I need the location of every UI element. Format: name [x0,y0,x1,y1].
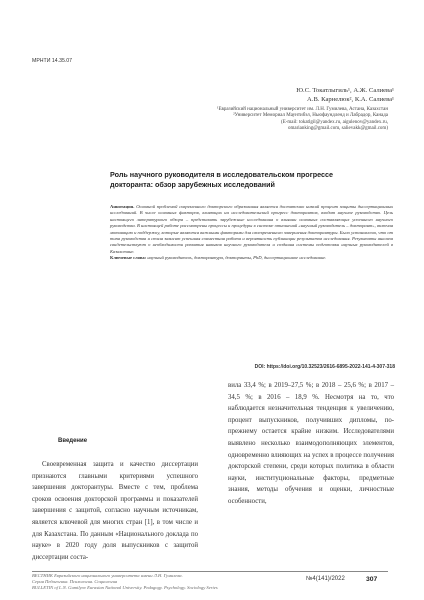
journal-line-2: Серия Педагогика. Психология. Социология [32,579,118,585]
journal-line-3: BULLETIN of L.N. Gumilyov Eurasian National University. Pedagogy. Psychology. Sociology Series [32,585,218,591]
abstract-label: Аннотация. [110,204,135,209]
author-list [134,86,394,105]
body-paragraph-left: Своевременная защита и качество диссертации признаются главными критериями успешного завершения докторантуры. Вместе с тем, проблема сроков освоения докторской программы и показателей завершения с защитой, согласно научным источникам, является ключевой для многих стран [1], в том числе и для Казахстана. По данным «Национального доклада по науке» в 2020 году доля выпускников с защитой диссертации соста- [32,461,198,561]
body-column-right [228,380,394,508]
affiliation-line-2: ²Университет Мемориал Маунтибэл, Ньюфаундленд и Лабрадор, Канада [233,113,388,119]
body-paragraph-right: вила 33,4 %; в 2019–27,5 %; в 2018 – 25,6 %; в 2017 – 34,5 %; в 2016 – 18,9 %. Несмотря на то, что наблюдается незначительная тенденция к увеличению, процент выпускников, получивших дипломы, по-прежнему остается крайне низким. Исследователями выявлено несколько взаимодополняющих элементов, одновременно влияющих на успех в процессе получения докторской степени, среди которых политика в области науки, институциональные факторы, предметные знания, методы обучения и оценки, личностные особенности, [228,382,394,505]
keywords-label: Ключевые слова: [110,255,147,261]
author-line-1: Ю.С. Токатлыгиль¹, А.Ж. Салиева¹ [296,87,394,94]
abstract-block [110,204,393,262]
issue-number: №4(141)/2022 [306,576,345,582]
paper-title: Роль научного руководителя в исследовательском прогрессе докторанта: обзор зарубежных исследований [110,170,333,189]
doi-link[interactable]: DOI: https://doi.org/10.32523/2616-6895-2022-141-4-307-318 [254,364,395,370]
affiliation-line-4: omarianking@gmail.com, salievakk@gmail.com) [287,125,388,131]
author-line-2: А.В. Карнелюк², К.А. Салиева¹ [307,96,394,104]
journal-line-1: ВЕСТНИК Евразийского национального университета имени Л.Н. Гумилева. [32,573,183,578]
section-heading-intro: Введение [58,438,88,444]
abstract-text: Основной проблемой современного докторского образования является достаточно низкий процент защиты диссертационных исследований. В числе основных факторов, влияющих на исследовательский прогресс докторантов, входит научное руководство. Цель настоящего литературного обзора – представить зарубежные исследования о влиянии основных составляющих успешного научного руководства. В настоящей работе рассмотрены процессы и процедуры в системе отношений «научный руководитель – докторант», включая мотивацию и поддержку, которые являются важными факторами для своевременного завершения докторантуры. Было установлено, что от типа руководства и стиля зависит успешная совместная работа и вероятность публикации результатов исследования. Результаты анализа свидетельствуют о необходимости развития навыков научного руководителя и создания системы подготовки научных руководителей в Казахстане. [110,204,393,254]
journal-name [32,573,292,592]
affiliation-line-1: ¹Евразийский национальный университет им. Л.Н. Гумилева, Астана, Казахстан [216,107,388,112]
body-column-left [32,459,198,563]
affiliations [148,107,388,132]
mrnti-code: МРНТИ 14.35.07 [32,58,73,64]
affiliation-line-3: (E-mail: tokatlgil@yandex.ru, aigulenov@yandex.ru, [281,119,388,125]
keywords-text: научный руководитель, докторантура, докторанты, PhD, диссертационное исследование. [147,255,327,261]
page-number: 307 [366,576,378,583]
footer-divider [32,571,388,572]
